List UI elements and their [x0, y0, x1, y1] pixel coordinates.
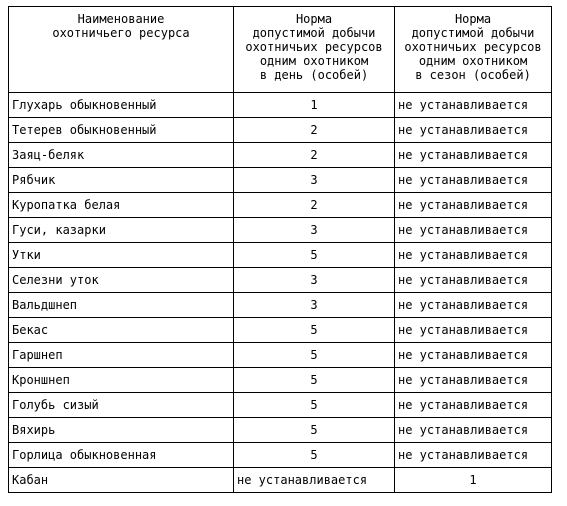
resource-name-cell: Вальдшнеп	[9, 293, 234, 318]
daily-norm-cell: 2	[234, 193, 395, 218]
header-row	[9, 7, 552, 93]
resource-name-cell: Кабан	[9, 468, 234, 493]
hunting-quota-table	[8, 6, 552, 493]
header-resource-name: Наименование охотничьего ресурса	[9, 7, 234, 93]
table-row	[9, 168, 552, 193]
daily-norm-cell: 3	[234, 218, 395, 243]
season-norm-cell: не устанавливается	[395, 393, 552, 418]
daily-norm-cell: 5	[234, 318, 395, 343]
season-norm-cell: не устанавливается	[395, 368, 552, 393]
table-row	[9, 443, 552, 468]
season-norm-cell: не устанавливается	[395, 218, 552, 243]
table-row	[9, 118, 552, 143]
season-norm-cell: не устанавливается	[395, 193, 552, 218]
season-norm-cell: 1	[395, 468, 552, 493]
resource-name-cell: Кроншнеп	[9, 368, 234, 393]
season-norm-cell: не устанавливается	[395, 243, 552, 268]
resource-name-cell: Бекас	[9, 318, 234, 343]
resource-name-cell: Вяхирь	[9, 418, 234, 443]
table-row	[9, 93, 552, 118]
table-row	[9, 268, 552, 293]
header-season-norm: Норма допустимой добычи охотничьих ресурсов одним охотником в сезон (особей)	[395, 7, 552, 93]
table-header	[9, 7, 552, 93]
table-row	[9, 293, 552, 318]
resource-name-cell: Голубь сизый	[9, 393, 234, 418]
daily-norm-cell: 2	[234, 143, 395, 168]
table-row	[9, 318, 552, 343]
daily-norm-cell: 5	[234, 393, 395, 418]
table-row	[9, 143, 552, 168]
daily-norm-cell: 5	[234, 243, 395, 268]
daily-norm-cell: 3	[234, 268, 395, 293]
daily-norm-cell: 1	[234, 93, 395, 118]
table-row	[9, 368, 552, 393]
daily-norm-cell: 5	[234, 343, 395, 368]
table-row	[9, 218, 552, 243]
table-row	[9, 468, 552, 493]
daily-norm-cell: не устанавливается	[234, 468, 395, 493]
resource-name-cell: Утки	[9, 243, 234, 268]
season-norm-cell: не устанавливается	[395, 143, 552, 168]
resource-name-cell: Гуси, казарки	[9, 218, 234, 243]
season-norm-cell: не устанавливается	[395, 93, 552, 118]
table-body	[9, 93, 552, 493]
table-row	[9, 418, 552, 443]
season-norm-cell: не устанавливается	[395, 318, 552, 343]
table-row	[9, 343, 552, 368]
daily-norm-cell: 5	[234, 443, 395, 468]
resource-name-cell: Гаршнеп	[9, 343, 234, 368]
season-norm-cell: не устанавливается	[395, 168, 552, 193]
resource-name-cell: Тетерев обыкновенный	[9, 118, 234, 143]
table-row	[9, 243, 552, 268]
season-norm-cell: не устанавливается	[395, 293, 552, 318]
season-norm-cell: не устанавливается	[395, 343, 552, 368]
daily-norm-cell: 2	[234, 118, 395, 143]
daily-norm-cell: 3	[234, 168, 395, 193]
daily-norm-cell: 5	[234, 418, 395, 443]
season-norm-cell: не устанавливается	[395, 268, 552, 293]
header-daily-norm: Норма допустимой добычи охотничьих ресурсов одним охотником в день (особей)	[234, 7, 395, 93]
resource-name-cell: Селезни уток	[9, 268, 234, 293]
document	[8, 6, 552, 493]
season-norm-cell: не устанавливается	[395, 443, 552, 468]
table-row	[9, 193, 552, 218]
resource-name-cell: Горлица обыкновенная	[9, 443, 234, 468]
resource-name-cell: Заяц-беляк	[9, 143, 234, 168]
season-norm-cell: не устанавливается	[395, 418, 552, 443]
resource-name-cell: Глухарь обыкновенный	[9, 93, 234, 118]
table-row	[9, 393, 552, 418]
daily-norm-cell: 5	[234, 368, 395, 393]
daily-norm-cell: 3	[234, 293, 395, 318]
season-norm-cell: не устанавливается	[395, 118, 552, 143]
resource-name-cell: Рябчик	[9, 168, 234, 193]
resource-name-cell: Куропатка белая	[9, 193, 234, 218]
